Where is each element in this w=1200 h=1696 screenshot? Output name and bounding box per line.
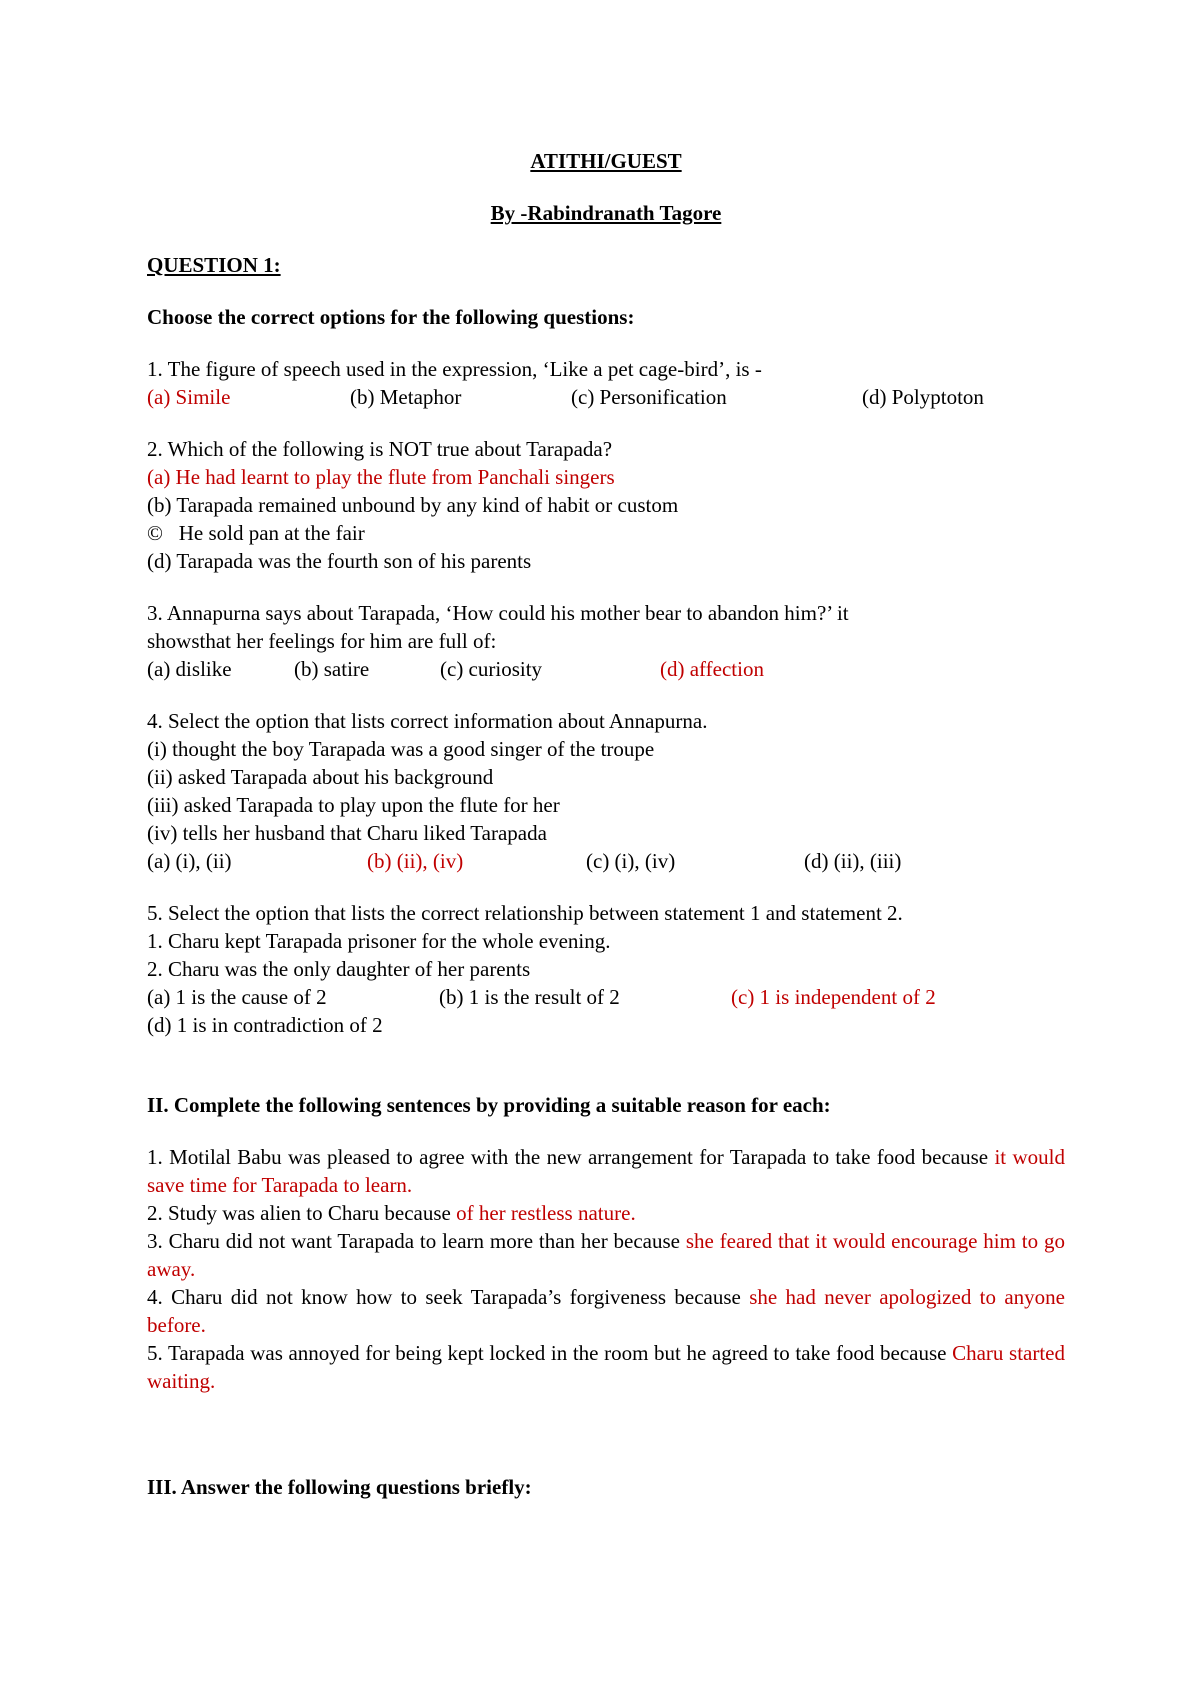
section-2-item-5-answer: Charu started waiting. xyxy=(147,1341,1065,1393)
mcq-instruction: Choose the correct options for the following questions: xyxy=(147,305,635,329)
mcq-5-option-a: (a) 1 is the cause of 2 xyxy=(147,985,327,1009)
mcq-1-option-c: (c) Personification xyxy=(571,385,727,409)
section-2-item-5-prompt: 5. Tarapada was annoyed for being kept locked in the room but he agreed to take food because xyxy=(147,1341,953,1365)
section-2-heading: II. Complete the following sentences by providing a suitable reason for each: xyxy=(147,1093,831,1117)
mcq-1-question: 1. The figure of speech used in the expression, ‘Like a pet cage-bird’, is - xyxy=(147,357,762,381)
mcq-4-option-b: (b) (ii), (iv) xyxy=(367,849,464,873)
mcq-1-options xyxy=(147,383,1065,411)
mcq-2 xyxy=(147,435,1065,575)
mcq-3-option-c: (c) curiosity xyxy=(440,657,543,681)
mcq-4-question: 4. Select the option that lists correct information about Annapurna. xyxy=(147,709,708,733)
mcq-2-option-c: © He sold pan at the fair xyxy=(147,521,365,545)
section-2-item-1-answer: it would save time for Tarapada to learn. xyxy=(147,1145,1066,1197)
mcq-4-option-a: (a) (i), (ii) xyxy=(147,849,232,873)
mcq-4 xyxy=(147,707,1065,875)
mcq-4-statement-ii: (ii) asked Tarapada about his background xyxy=(147,765,494,789)
mcq-4-option-c: (c) (i), (iv) xyxy=(586,849,676,873)
section-2-item-4-prompt: 4. Charu did not know how to seek Tarapada’s forgiveness because xyxy=(147,1285,750,1309)
mcq-5-option-b: (b) 1 is the result of 2 xyxy=(439,985,620,1009)
mcq-4-statement-iv: (iv) tells her husband that Charu liked Tarapada xyxy=(147,821,547,845)
mcq-4-options xyxy=(147,847,1065,875)
mcq-1-option-b: (b) Metaphor xyxy=(350,385,462,409)
section-2-item xyxy=(147,1143,1065,1199)
mcq-5-option-d: (d) 1 is in contradiction of 2 xyxy=(147,1013,383,1037)
mcq-2-option-b: (b) Tarapada remained unbound by any kind of habit or custom xyxy=(147,493,679,517)
question-1-heading: QUESTION 1: xyxy=(147,253,281,277)
section-2-item xyxy=(147,1283,1065,1339)
mcq-3-option-a: (a) dislike xyxy=(147,657,232,681)
section-2-item-4-answer: she had never apologized to anyone before. xyxy=(147,1285,1065,1337)
document-title: ATITHI/GUEST xyxy=(530,149,682,173)
section-2-item xyxy=(147,1227,1065,1283)
mcq-5-question: 5. Select the option that lists the correct relationship between statement 1 and statement 2. xyxy=(147,901,903,925)
mcq-3-question-line-1: 3. Annapurna says about Tarapada, ‘How could his mother bear to abandon him?’ it xyxy=(147,601,849,625)
section-2-item-3-prompt: 3. Charu did not want Tarapada to learn more than her because xyxy=(147,1229,686,1253)
mcq-5-statement-1: 1. Charu kept Tarapada prisoner for the whole evening. xyxy=(147,929,611,953)
document-body xyxy=(147,0,1065,1501)
mcq-4-option-d: (d) (ii), (iii) xyxy=(804,849,902,873)
mcq-2-option-a: (a) He had learnt to play the flute from Panchali singers xyxy=(147,465,615,489)
mcq-3-option-d: (d) affection xyxy=(660,657,764,681)
mcq-3-option-b: (b) satire xyxy=(294,657,370,681)
section-2-item-3-answer: she feared that it would encourage him to go away. xyxy=(147,1229,1065,1281)
mcq-2-question: 2. Which of the following is NOT true about Tarapada? xyxy=(147,437,613,461)
section-2-item-2-answer: of her restless nature. xyxy=(456,1201,636,1225)
mcq-3-question-line-2: showsthat her feelings for him are full of: xyxy=(147,629,497,653)
mcq-5-option-c: (c) 1 is independent of 2 xyxy=(731,985,936,1009)
mcq-5-options xyxy=(147,983,1065,1011)
mcq-5 xyxy=(147,899,1065,1039)
mcq-1-option-d: (d) Polyptoton xyxy=(862,385,984,409)
mcq-3 xyxy=(147,599,1065,683)
section-2-item-2-prompt: 2. Study was alien to Charu because xyxy=(147,1201,457,1225)
mcq-1 xyxy=(147,355,1065,411)
document-author: By -Rabindranath Tagore xyxy=(490,201,722,225)
mcq-5-statement-2: 2. Charu was the only daughter of her parents xyxy=(147,957,531,981)
mcq-2-option-d: (d) Tarapada was the fourth son of his parents xyxy=(147,549,532,573)
section-2-items xyxy=(147,1143,1065,1395)
section-2-item-1-prompt: 1. Motilal Babu was pleased to agree with the new arrangement for Tarapada to take food because xyxy=(147,1145,995,1169)
mcq-4-statement-i: (i) thought the boy Tarapada was a good singer of the troupe xyxy=(147,737,655,761)
mcq-1-option-a: (a) Simile xyxy=(147,385,231,409)
mcq-3-options xyxy=(147,655,1065,683)
section-2-item xyxy=(147,1339,1065,1395)
mcq-4-statement-iii: (iii) asked Tarapada to play upon the flute for her xyxy=(147,793,560,817)
section-2-item xyxy=(147,1199,1065,1227)
section-3-heading: III. Answer the following questions briefly: xyxy=(147,1475,532,1499)
